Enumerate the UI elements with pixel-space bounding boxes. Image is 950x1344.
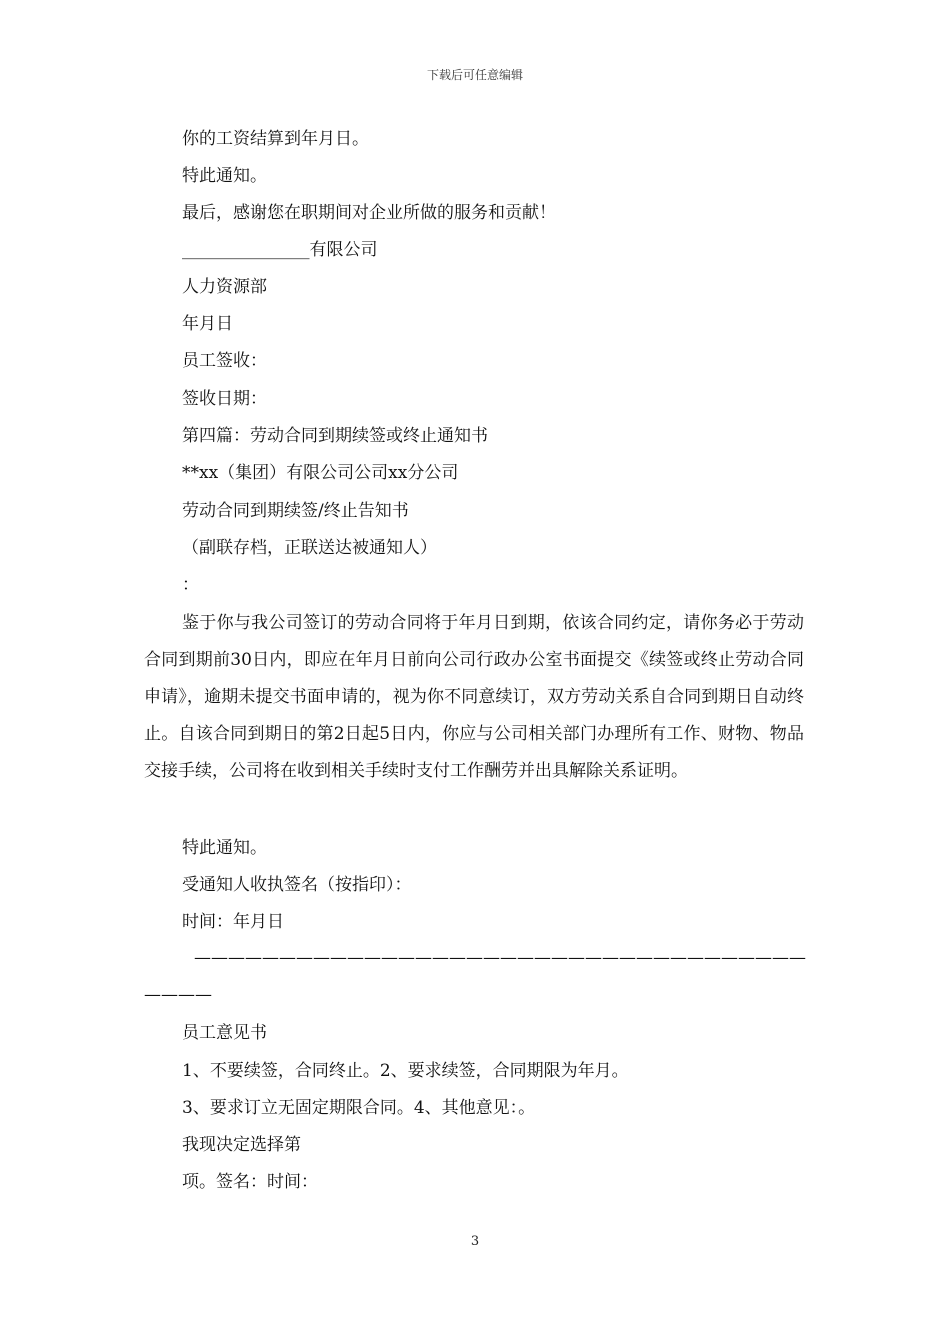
section-title-employee-opinion: 员工意见书 [182,1023,267,1043]
text-line-options-3-4: 3、要求订立无固定期限合同。4、其他意见：。 [182,1098,536,1118]
text-line-date: 年月日 [182,314,233,334]
text-line-notice: 特此通知。 [182,166,267,186]
text-line-copy-note: （副联存档，正联送达被通知人） [182,538,437,558]
text-line-notice-again: 特此通知。 [182,838,267,858]
text-line-company-name: _______________有限公司 [182,240,378,260]
text-line-company-branch: **xx（集团）有限公司公司xx分公司 [182,463,459,483]
body-paragraph-text: 鉴于你与我公司签订的劳动合同将于年月日到期，依该合同约定，请你务必于劳动合同到期前30日内，即应在年月日前向公司行政办公室书面提交《续签或终止劳动合同申请》，逾期未提交书面申请的，视为你不同意续订，双方劳动关系自合同到期日自动终止。自该合同到期日的第2日起5日内，你应与公司相关部门办理所有工作、财物、物品交接手续，公司将在收到相关手续时支付工作酬劳并出具解除关系证明。 [144,613,804,781]
text-line-time: 时间：年月日 [182,912,284,932]
text-line-sign-time: 项。签名：时间： [182,1172,318,1192]
text-line-hr-department: 人力资源部 [182,277,267,297]
page-header: 下载后可任意编辑 [426,68,523,82]
page-number: 3 [470,1234,480,1249]
dash-separator: ———————————————————————————————————————— [144,948,806,1005]
text-line-employee-signature: 员工签收： [182,351,267,371]
text-line-thanks: 最后，感谢您在职期间对企业所做的服务和贡献！ [182,203,556,223]
section-title-part-four: 第四篇：劳动合同到期续签或终止通知书 [182,426,488,446]
text-line-notice-title: 劳动合同到期续签/终止告知书 [182,501,409,521]
text-line-sign-date: 签收日期： [182,389,267,409]
body-paragraph [144,605,804,790]
text-line-recipient-colon: ： [182,575,199,595]
text-line-options-1-2: 1、不要续签，合同终止。2、要求续签，合同期限为年月。 [182,1061,629,1081]
text-line-choice: 我现决定选择第 [182,1135,301,1155]
text-line-recipient-signature: 受通知人收执签名（按指印）： [182,875,412,895]
text-line-salary-settlement: 你的工资结算到年月日。 [182,129,369,149]
